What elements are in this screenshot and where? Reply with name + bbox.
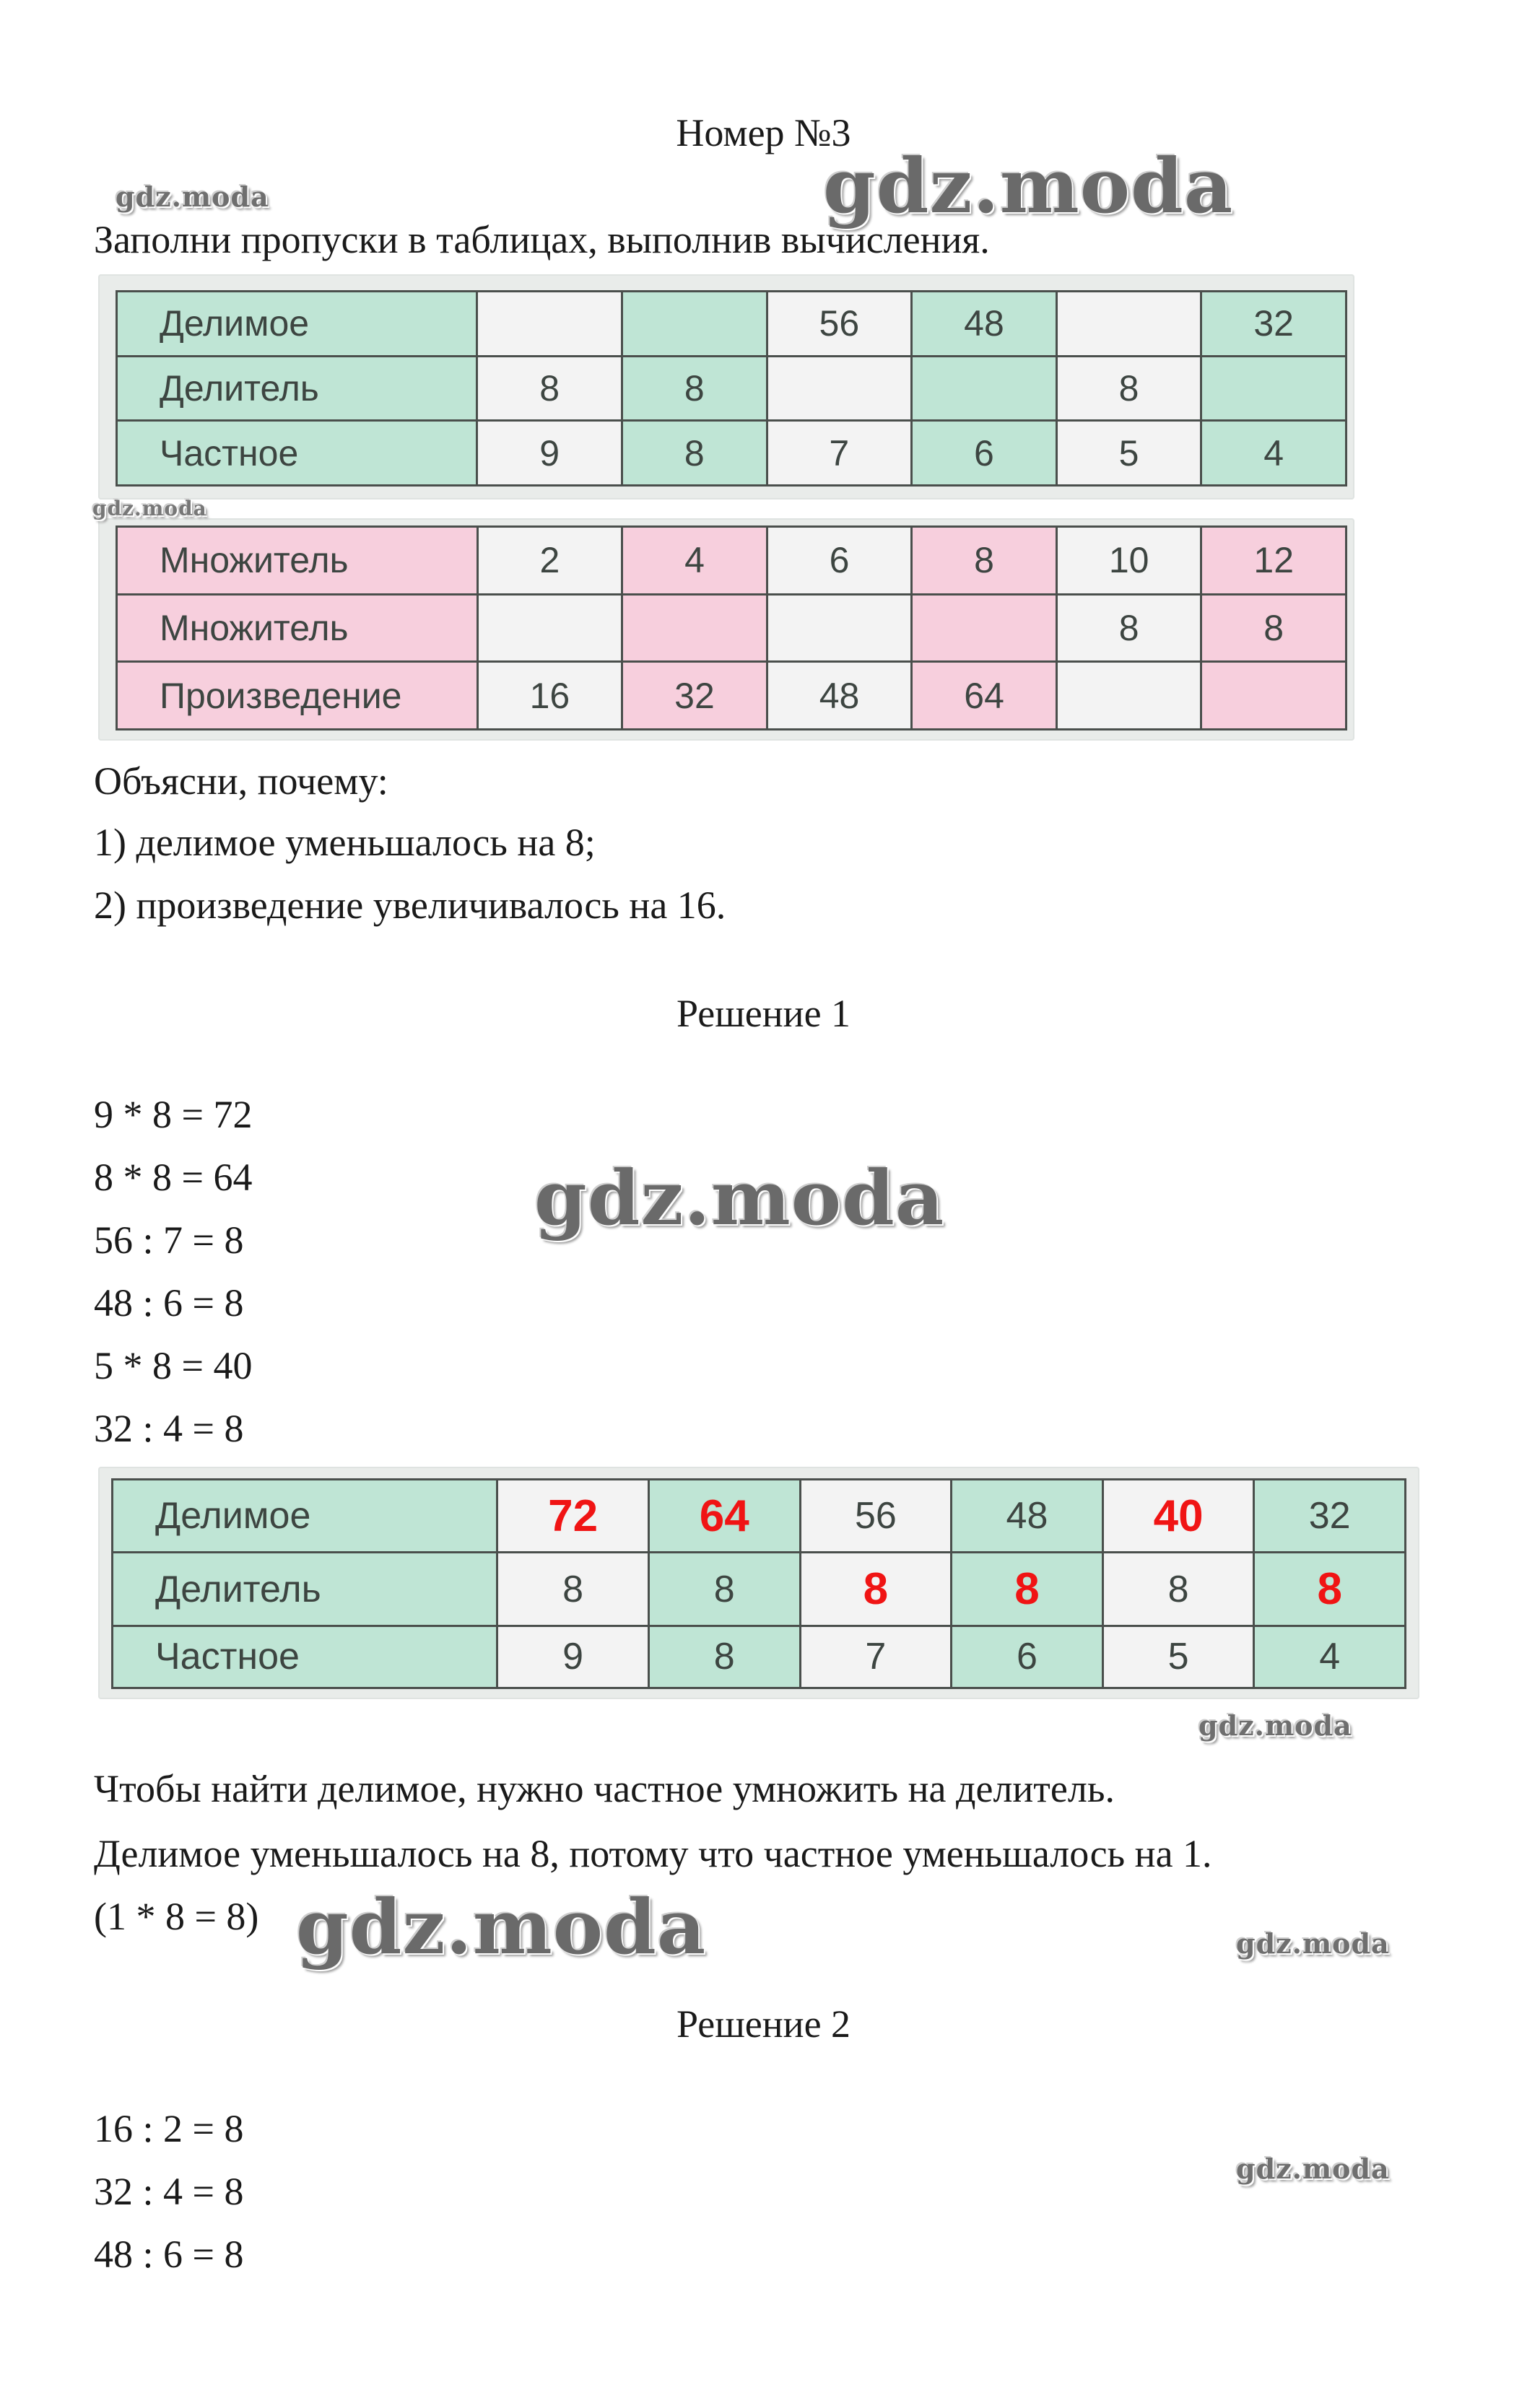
row-label: Множитель [117, 594, 478, 662]
table-cell: 8 [477, 356, 622, 421]
equation: 56 : 7 = 8 [94, 1218, 244, 1262]
solution-text: (1 * 8 = 8) [94, 1895, 259, 1938]
table-cell: 32 [1201, 292, 1347, 357]
explain-item: 1) делимое уменьшалось на 8; [94, 821, 596, 864]
table-cell: 48 [952, 1480, 1103, 1553]
table-cell: 8 [1056, 356, 1201, 421]
task-text: Заполни пропуски в таблицах, выполнив вычисления. [94, 218, 990, 261]
table-cell: 8 [1102, 1553, 1254, 1626]
row-label: Произведение [117, 662, 478, 730]
watermark: gdz.moda [296, 1883, 707, 1971]
row-label: Частное [113, 1626, 497, 1688]
table-cell: 9 [497, 1626, 649, 1688]
table-row [117, 594, 1347, 662]
table-cell: 32 [622, 662, 767, 730]
table-cell: 4 [1254, 1626, 1406, 1688]
table-cell: 4 [1201, 421, 1347, 486]
table-cell [767, 356, 912, 421]
table-cell [1056, 662, 1201, 730]
table-cell: 7 [800, 1626, 952, 1688]
answer-cell: 72 [497, 1480, 649, 1553]
table-cell: 32 [1254, 1480, 1406, 1553]
table-row [117, 292, 1347, 357]
table-cell [1201, 662, 1347, 730]
row-label: Делимое [117, 292, 477, 357]
table-cell: 6 [767, 527, 912, 595]
watermark: gdz.moda [823, 141, 1234, 230]
row-label: Множитель [117, 527, 478, 595]
answer-cell: 40 [1102, 1480, 1254, 1553]
equation: 32 : 4 = 8 [94, 1407, 244, 1450]
table-cell: 7 [767, 421, 912, 486]
task-multiplication-table [98, 518, 1354, 741]
table-cell [622, 594, 767, 662]
table-cell: 10 [1056, 527, 1201, 595]
table-cell [477, 292, 622, 357]
table-cell: 6 [912, 421, 1057, 486]
task-division-table [98, 274, 1354, 500]
equation: 32 : 4 = 8 [94, 2170, 244, 2213]
table-cell: 8 [648, 1626, 800, 1688]
table-cell [1201, 356, 1347, 421]
table-cell: 8 [1056, 594, 1201, 662]
table-row [113, 1626, 1406, 1688]
table-cell: 12 [1201, 527, 1347, 595]
table-cell: 8 [622, 356, 767, 421]
equation: 48 : 6 = 8 [94, 2233, 244, 2276]
table-cell: 5 [1102, 1626, 1254, 1688]
equation: 16 : 2 = 8 [94, 2107, 244, 2150]
row-label: Частное [117, 421, 477, 486]
table-cell: 8 [497, 1553, 649, 1626]
watermark: gdz.moda [92, 497, 207, 520]
solution-division-table [98, 1467, 1419, 1699]
table-cell: 2 [477, 527, 622, 595]
table-cell: 9 [477, 421, 622, 486]
row-label: Делитель [117, 356, 477, 421]
table-row [113, 1480, 1406, 1553]
table-cell: 16 [477, 662, 622, 730]
table-cell [912, 594, 1057, 662]
table-cell: 4 [622, 527, 767, 595]
equation: 9 * 8 = 72 [94, 1093, 253, 1136]
solution-text: Делимое уменьшалось на 8, потому что частное уменьшалось на 1. [94, 1832, 1212, 1875]
table-cell: 56 [800, 1480, 952, 1553]
table-cell: 48 [767, 662, 912, 730]
answer-cell: 8 [952, 1553, 1103, 1626]
answer-cell: 8 [1254, 1553, 1406, 1626]
explain-intro: Объясни, почему: [94, 759, 388, 803]
table-cell [622, 292, 767, 357]
table-cell: 8 [648, 1553, 800, 1626]
table-cell: 8 [622, 421, 767, 486]
explain-item: 2) произведение увеличивалось на 16. [94, 884, 726, 927]
table-cell: 6 [952, 1626, 1103, 1688]
table-cell [1056, 292, 1201, 357]
table-cell: 56 [767, 292, 912, 357]
table-cell: 48 [912, 292, 1057, 357]
watermark: gdz.moda [534, 1153, 945, 1242]
watermark: gdz.moda [1236, 2152, 1390, 2185]
solution2-heading: Решение 2 [676, 2002, 851, 2046]
watermark: gdz.moda [116, 180, 269, 213]
page-title: Номер №3 [676, 111, 851, 154]
row-label: Делитель [113, 1553, 497, 1626]
table-cell: 8 [1201, 594, 1347, 662]
table-cell [767, 594, 912, 662]
watermark: gdz.moda [1236, 1927, 1390, 1960]
table-row [117, 356, 1347, 421]
table-cell: 64 [912, 662, 1057, 730]
watermark: gdz.moda [1198, 1709, 1352, 1742]
solution1-heading: Решение 1 [676, 992, 851, 1035]
equation: 8 * 8 = 64 [94, 1156, 253, 1199]
table-row [117, 421, 1347, 486]
answer-cell: 8 [800, 1553, 952, 1626]
table-cell: 8 [912, 527, 1057, 595]
table-row [117, 662, 1347, 730]
table-cell [912, 356, 1057, 421]
table-cell: 5 [1056, 421, 1201, 486]
equation: 5 * 8 = 40 [94, 1344, 253, 1387]
table-cell [477, 594, 622, 662]
row-label: Делимое [113, 1480, 497, 1553]
table-row [117, 527, 1347, 595]
equation: 48 : 6 = 8 [94, 1281, 244, 1325]
solution-text: Чтобы найти делимое, нужно частное умножить на делитель. [94, 1767, 1115, 1810]
answer-cell: 64 [648, 1480, 800, 1553]
table-row [113, 1553, 1406, 1626]
